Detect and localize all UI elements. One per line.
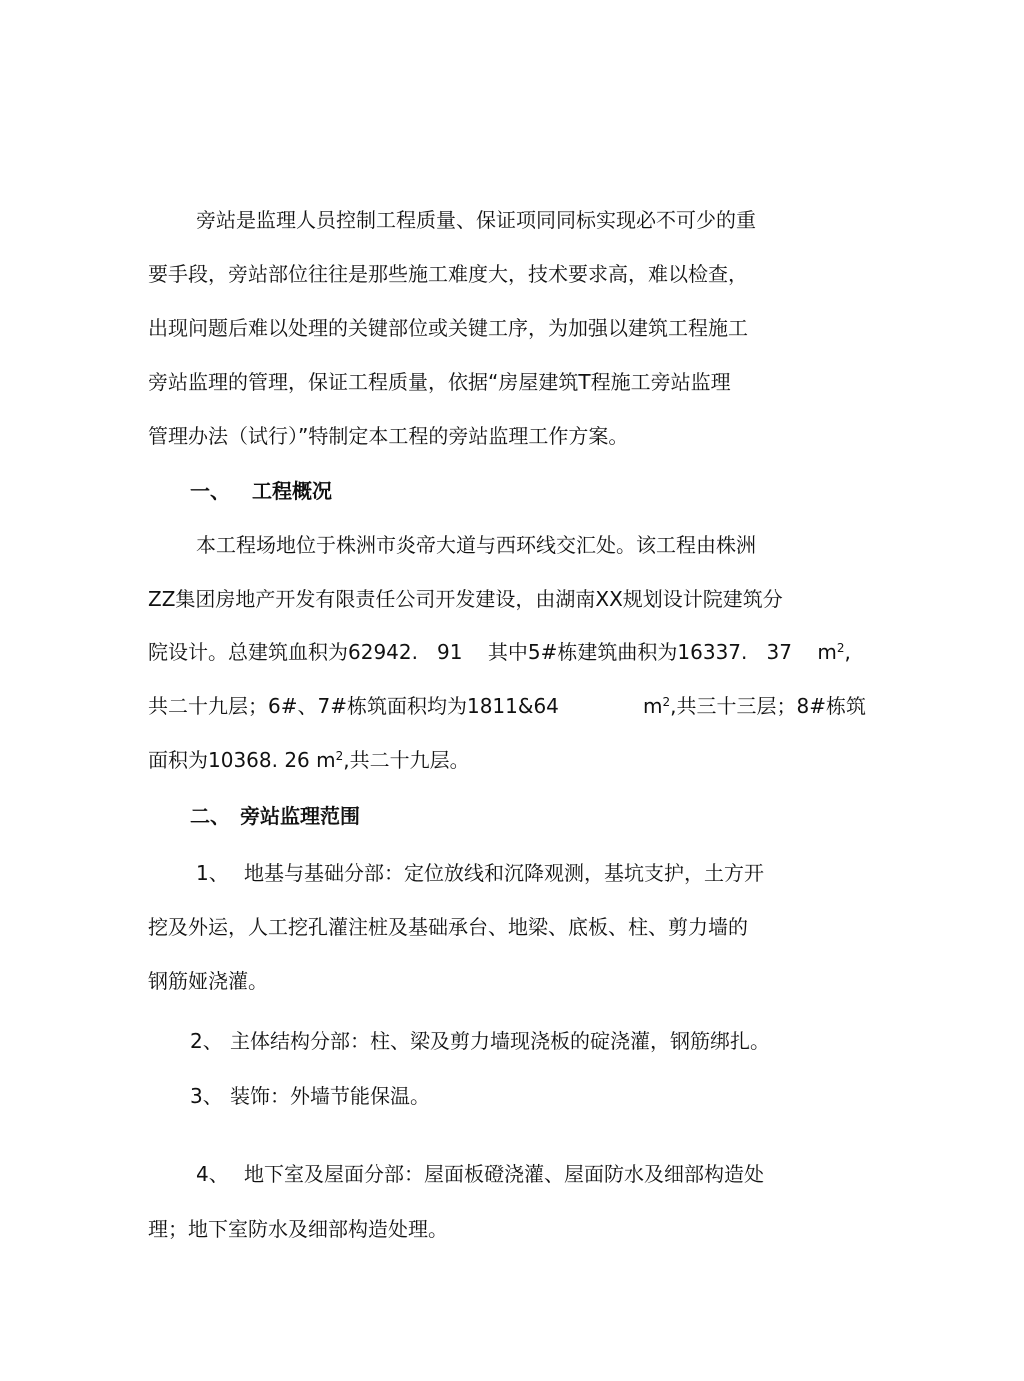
item-4-number: 4、 [196,1162,229,1186]
intro-line-1: 旁站是监理人员控制工程质量、保证项同同标实现必不可少的重 [196,208,756,232]
section-2-number: 二、 [190,804,230,828]
section-1-line-2: ZZ集团房地产开发有限责任公司开发建设，由湖南XX规划设计院建筑分 [148,587,783,611]
item-4-line-2: 理；地下室防水及细部构造处理。 [148,1217,448,1241]
item-2-number: 2、 [190,1029,223,1053]
unit-m: m [643,694,663,718]
item-1-line-3: 钢筋娅浇灌。 [148,969,268,993]
item-4-line-1: 地下室及屋面分部：屋面板磴浇灌、屋面防水及细部构造处 [244,1162,764,1186]
superscript-2: 2 [836,641,845,655]
section-1-line-4-end [643,692,866,720]
section-1-line-3-text: 院设计。总建筑血积为62942. 91 其中5#栋建筑曲积为16337. 37 m [148,640,837,664]
intro-line-4: 旁站监理的管理，保证工程质量，依据“房屋建筑T程施工旁站监理 [148,370,731,394]
item-1-line-1: 地基与基础分部：定位放线和沉降观测，基坑支护，土方开 [244,861,764,885]
section-1-line-4-tail: ,共三十三层；8#栋筑 [670,694,866,718]
item-3-number: 3、 [190,1084,223,1108]
item-1-line-2: 挖及外运，人工挖孔灌注桩及基础承台、地梁、底板、柱、剪力墙的 [148,915,748,939]
section-1-line-5 [148,746,470,774]
section-2-title: 旁站监理范围 [240,804,360,828]
intro-line-2: 要手段，旁站部位往往是那些施工难度大，技术要求高，难以检查， [148,262,748,286]
intro-line-5: 管理办法（试行）”特制定本工程的旁站监理工作方案。 [148,424,629,448]
section-1-number: 一、 [190,479,230,503]
section-1-line-5-tail: ,共二十九层。 [343,748,470,772]
item-3-text: 装饰：外墙节能保温。 [230,1084,430,1108]
section-1-line-3 [148,638,851,666]
superscript-2: 2 [335,749,344,763]
item-2-text: 主体结构分部：柱、梁及剪力墙现浇板的碇浇灌，钢筋绑扎。 [230,1029,770,1053]
section-1-line-3-tail: , [844,640,851,664]
section-1-line-1: 本工程场地位于株洲市炎帝大道与西环线交汇处。该工程由株洲 [196,533,756,557]
item-1-number: 1、 [196,861,229,885]
section-1-line-5-text: 面积为10368. 26 m [148,748,336,772]
section-1-line-4-start: 共二十九层；6#、7#栋筑面积均为1811&64 [148,694,559,718]
superscript-2: 2 [662,695,671,709]
section-1-title: 工程概况 [252,479,332,503]
intro-line-3: 出现问题后难以处理的关键部位或关键工序，为加强以建筑工程施工 [148,316,748,340]
